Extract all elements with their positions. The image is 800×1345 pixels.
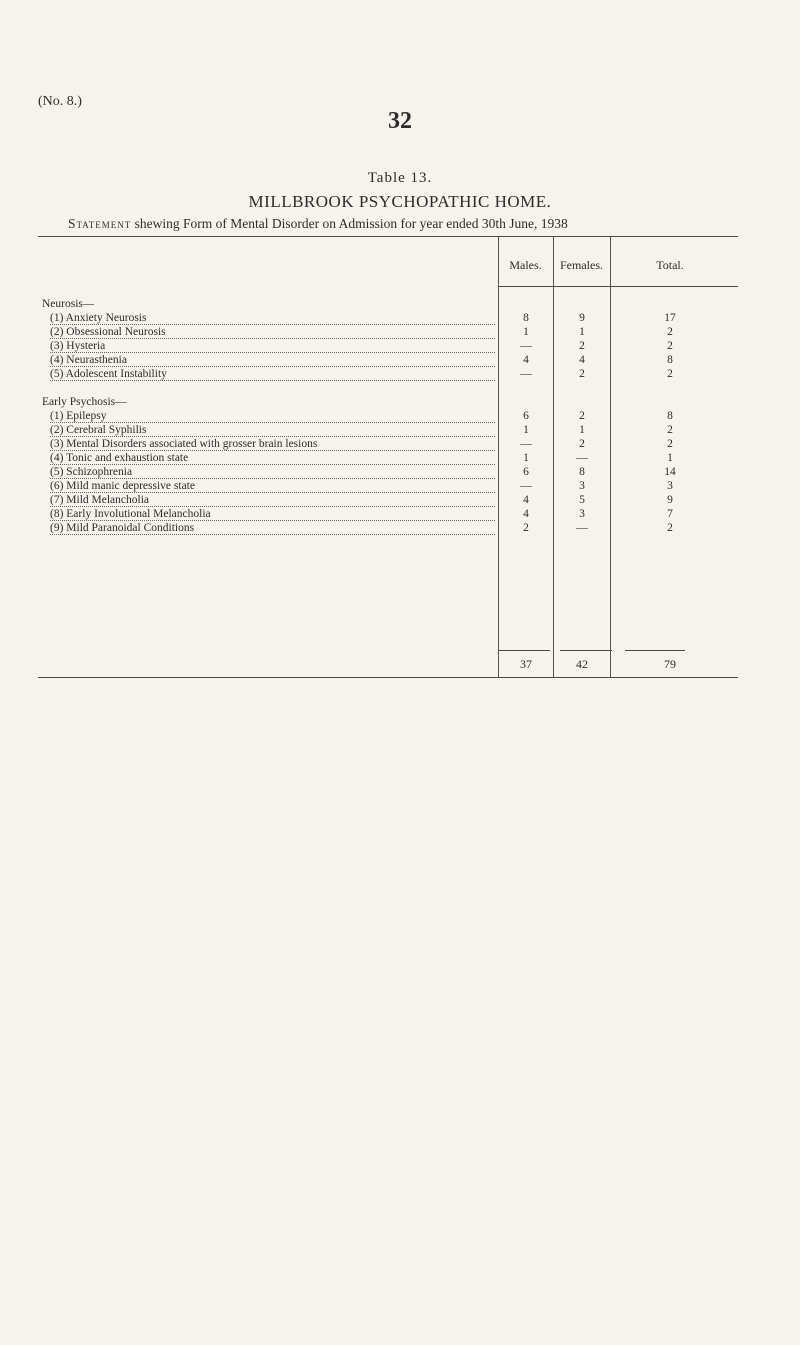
row-label: (5) Adolescent Instability: [50, 368, 495, 381]
section-title-early-psychosis: [0, 396, 800, 410]
cell-total: 3: [667, 480, 673, 492]
cell-total: 2: [667, 522, 673, 534]
cell-females: —: [576, 452, 588, 464]
cell-males: 8: [523, 312, 529, 324]
table-row: [0, 452, 800, 466]
cell-males: —: [520, 438, 532, 450]
section-title-neurosis: [0, 298, 800, 312]
total-all: 79: [664, 657, 676, 671]
caption-text: shewing Form of Mental Disorder on Admission for year ended 30th June, 1938: [134, 216, 568, 231]
table-top-rule: [38, 236, 738, 237]
cell-females: 3: [579, 480, 585, 492]
subtotal-rule-males: [498, 650, 550, 651]
cell-total: 2: [667, 438, 673, 450]
document-number: (No. 8.): [38, 94, 82, 109]
cell-males: 4: [523, 354, 529, 366]
cell-males: 1: [523, 326, 529, 338]
cell-total: 8: [667, 354, 673, 366]
cell-males: 1: [523, 424, 529, 436]
cell-total: 8: [667, 410, 673, 422]
cell-females: 2: [579, 410, 585, 422]
cell-total: 1: [667, 452, 673, 464]
cell-females: —: [576, 522, 588, 534]
row-label: (3) Hysteria: [50, 340, 495, 353]
cell-females: 2: [579, 368, 585, 380]
row-label: (4) Neurasthenia: [50, 354, 495, 367]
row-label: (9) Mild Paranoidal Conditions: [50, 522, 495, 535]
cell-males: 1: [523, 452, 529, 464]
table-row: [0, 326, 800, 340]
column-header-total: Total.: [656, 258, 684, 272]
cell-females: 2: [579, 340, 585, 352]
cell-females: 1: [579, 424, 585, 436]
column-header-females: Females.: [560, 258, 603, 272]
cell-females: 5: [579, 494, 585, 506]
table-row: [0, 340, 800, 354]
cell-females: 1: [579, 326, 585, 338]
cell-total: 7: [667, 508, 673, 520]
table-bottom-rule: [38, 677, 738, 678]
section-title: Early Psychosis—: [42, 396, 127, 408]
table-row: [0, 354, 800, 368]
total-females: 42: [576, 657, 588, 671]
table-row: [0, 494, 800, 508]
cell-total: 17: [664, 312, 676, 324]
cell-females: 3: [579, 508, 585, 520]
row-label: (8) Early Involutional Melancholia: [50, 508, 495, 521]
subtotal-rule-total: [625, 650, 685, 651]
table-caption: [68, 216, 568, 232]
page-number: 32: [388, 108, 412, 134]
row-label: (3) Mental Disorders associated with grosser brain lesions: [50, 438, 495, 451]
caption-prefix: Statement: [68, 216, 132, 231]
cell-total: 2: [667, 368, 673, 380]
row-label: (1) Anxiety Neurosis: [50, 312, 495, 325]
table-number: Table 13.: [367, 170, 433, 186]
table-row: [0, 508, 800, 522]
row-label: (2) Obsessional Neurosis: [50, 326, 495, 339]
cell-females: 2: [579, 438, 585, 450]
table-row: [0, 438, 800, 452]
cell-males: 4: [523, 494, 529, 506]
cell-males: —: [520, 368, 532, 380]
institution-title: MILLBROOK PSYCHOPATHIC HOME.: [248, 192, 552, 211]
table-row: [0, 368, 800, 382]
cell-males: 4: [523, 508, 529, 520]
row-label: (4) Tonic and exhaustion state: [50, 452, 495, 465]
table-row: [0, 466, 800, 480]
column-header-males: Males.: [509, 258, 542, 272]
cell-total: 2: [667, 340, 673, 352]
row-label: (2) Cerebral Syphilis: [50, 424, 495, 437]
cell-males: 2: [523, 522, 529, 534]
table-row: [0, 410, 800, 424]
table-row: [0, 312, 800, 326]
cell-females: 8: [579, 466, 585, 478]
total-males: 37: [520, 657, 532, 671]
cell-total: 9: [667, 494, 673, 506]
cell-females: 9: [579, 312, 585, 324]
cell-females: 4: [579, 354, 585, 366]
row-label: (6) Mild manic depressive state: [50, 480, 495, 493]
cell-males: —: [520, 340, 532, 352]
cell-total: 2: [667, 326, 673, 338]
table-row: [0, 480, 800, 494]
cell-total: 2: [667, 424, 673, 436]
subtotal-rule-females: [560, 650, 612, 651]
table-row: [0, 424, 800, 438]
row-label: (7) Mild Melancholia: [50, 494, 495, 507]
header-bottom-rule: [498, 286, 738, 287]
section-title: Neurosis—: [42, 298, 95, 310]
cell-total: 14: [664, 466, 676, 478]
row-label: (1) Epilepsy: [50, 410, 495, 423]
cell-males: 6: [523, 410, 529, 422]
row-label: (5) Schizophrenia: [50, 466, 495, 479]
cell-males: —: [520, 480, 532, 492]
cell-males: 6: [523, 466, 529, 478]
table-row: [0, 522, 800, 536]
